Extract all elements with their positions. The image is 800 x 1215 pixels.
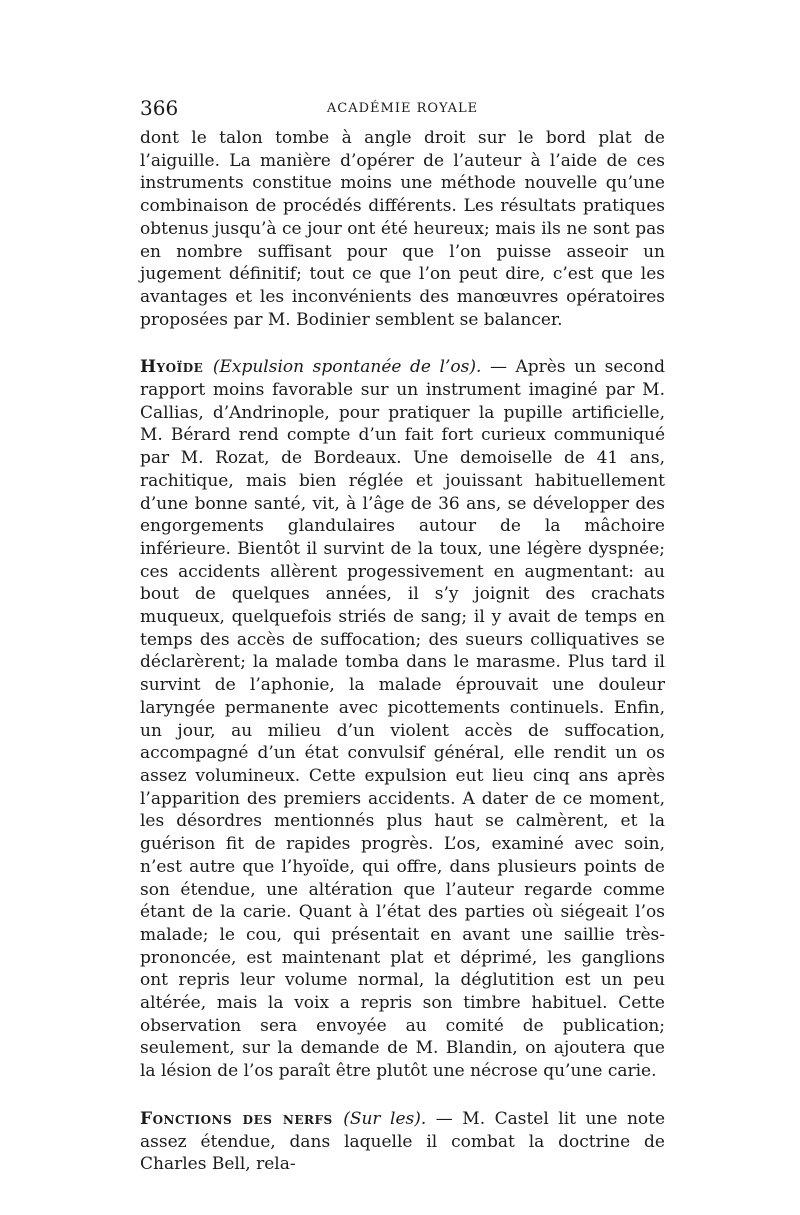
section-heading-hyoide: Hyoïde (140, 357, 213, 378)
section-subheading-nerfs: (Sur les). (343, 1108, 427, 1129)
section-subheading-hyoide: (Expulsion spontanée de l’os). (212, 357, 482, 378)
paragraph-text: — Après un second rapport moins favorable sur un instrument imaginé par M. Callias, d’Andrinople, pour pratiquer la pupille artificielle, M. Bérard rend compte d’un fait fort curieux communiqué par M. Rozat, de Bordeaux. Une demoiselle de 41 ans, rachitique, mais bien réglée et jouissant habituellement d’une bonne santé, vit, à l’âge de 36 ans, se développer des engorgements glandulaires autour de la mâchoire inférieure. Bientôt il survint de la toux, une légère dyspnée; ces accidents allèrent progessivement en augmentant: au bout de quelques années, il s’y joignit des crachats muqueux, quelquefois striés de sang; il y avait de temps en temps des accès de suffocation; des sueurs colliquatives se déclarèrent; la malade tomba dans le marasme. Plus tard il survint de l’aphonie, la malade éprouvait une douleur laryngée permanente avec picottements continuels. Enfin, un jour, au milieu d’un violent accès de suffocation, accompagné d’un état convulsif général, elle rendit un os assez volumineux. Cette expulsion eut lieu cinq ans après l’apparition des premiers accidents. A dater de ce moment, les désordres mentionnés plus haut se calmèrent, et la guérison fit de rapides progrès. L’os, examiné avec soin, n’est autre que l’hyoïde, qui offre, dans plusieurs points de son étendue, une altération que l’auteur regarde comme étant de la carie. Quant à l’état des parties où siégeait l’os malade; le cou, qui présentait en avant une saillie très-prononcée, est maintenant plat et déprimé, les ganglions ont repris leur volume normal, la déglutition est un peu altérée, mais la voix a repris son timbre habituel. Cette observation sera envoyée au comité de publication; seulement, sur la demande de M. Blandin, on ajoutera que la lésion de l’os paraît être plutôt une nécrose qu’une carie. (140, 357, 665, 1082)
paragraph-hyoide (140, 356, 665, 1083)
paragraph-nerfs (140, 1108, 665, 1176)
paragraph-text: — M. Castel lit une note assez étendue, dans laquelle il combat la doctrine de Charles Bell, rela- (140, 1108, 666, 1175)
running-head: ACADÉMIE ROYALE (326, 101, 479, 116)
page-header (140, 96, 665, 126)
section-heading-nerfs: Fonctions des nerfs (140, 1108, 344, 1129)
page-number: 366 (140, 96, 179, 120)
body-text (140, 127, 665, 1176)
paragraph-text: dont le talon tombe à angle droit sur le bord plat de l’aiguille. La manière d’opérer de l’auteur à l’aide de ces instruments constitue moins une méthode nouvelle qu’une combinaison de procédés différents. Les résultats pratiques obtenus jusqu’à ce jour ont été heureux; mais ils ne sont pas en nombre suffisant pour que l’on puisse asseoir un jugement définitif; tout ce que l’on peut dire, c’est que les avantages et les inconvénients des manœuvres opératoires proposées par M. Bodinier semblent se balancer. (140, 128, 665, 330)
paragraph-intro (140, 127, 665, 331)
